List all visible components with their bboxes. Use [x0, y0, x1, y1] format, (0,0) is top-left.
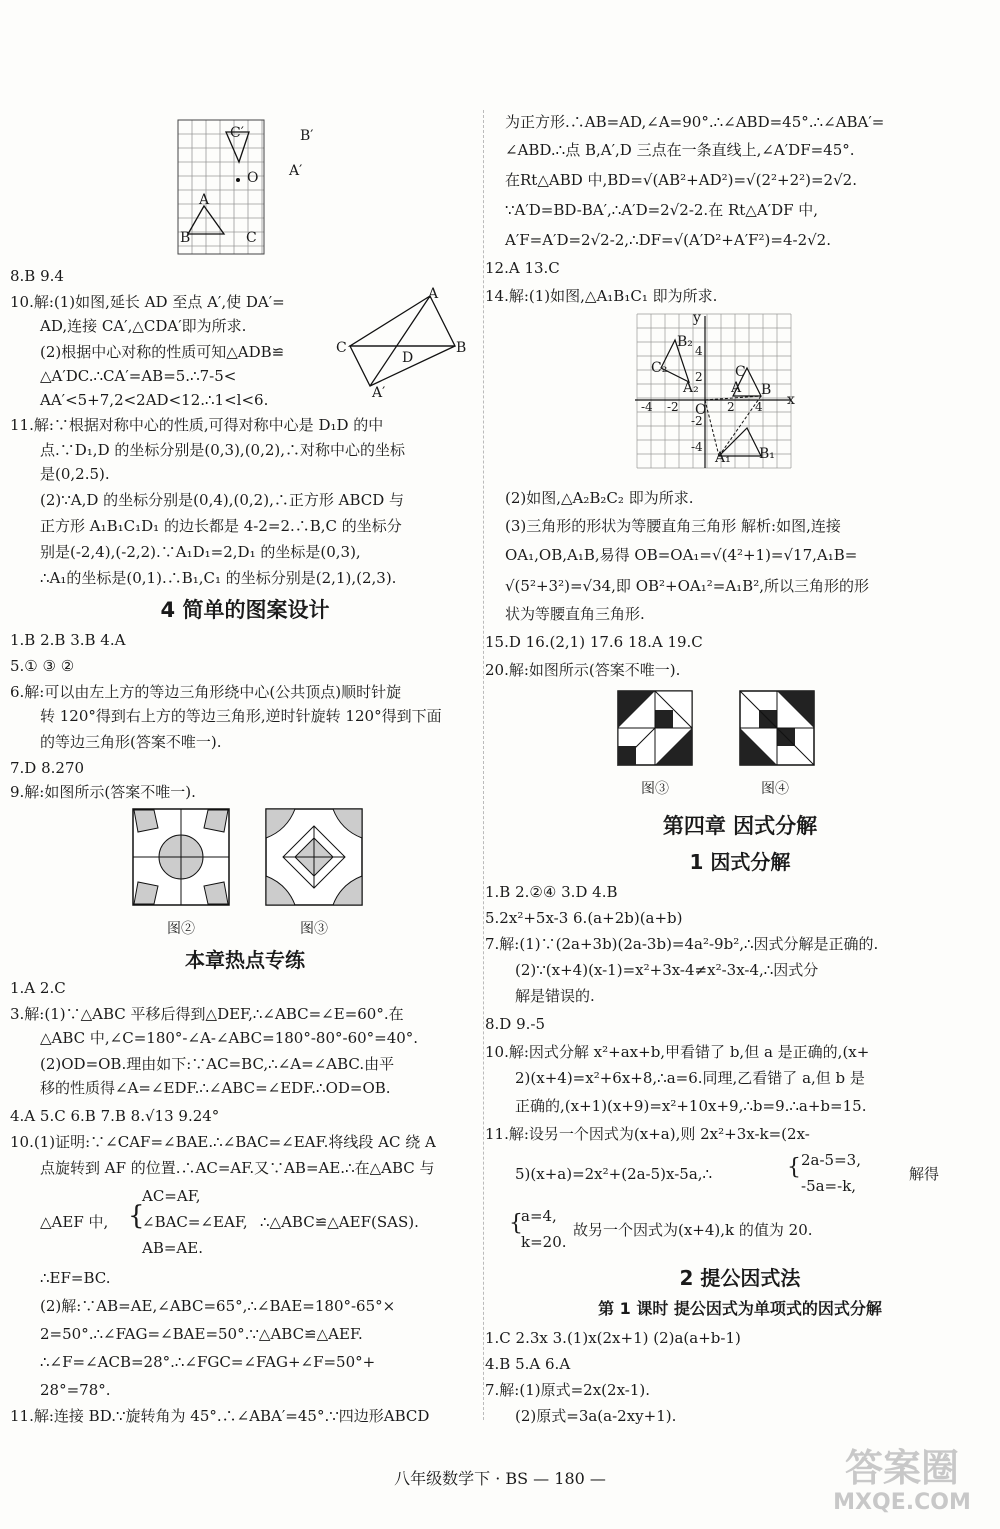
text-line: 4.B 5.A 6.A [485, 1355, 571, 1373]
text-line: 9.解:如图所示(答案不唯一). [10, 783, 196, 801]
label-c: C [246, 230, 257, 246]
lesson-title: 第 1 课时 提公因式为单项式的因式分解 [598, 1299, 882, 1318]
text-line: (2)∵A,D 的坐标分别是(0,4),(0,2),∴正方形 ABCD 与 [40, 491, 405, 509]
label-grid-a: A [731, 380, 742, 396]
brace: { [509, 1211, 523, 1236]
label-b-prime: B′ [300, 128, 314, 144]
text-line: 28°=78°. [40, 1381, 111, 1399]
system-suffix: 故另一个因式为(x+4),k 的值为 20. [573, 1221, 813, 1239]
text-line: 转 120°得到右上方的等边三角形,逆时针旋转 120°得到下面 [40, 707, 442, 725]
text-line: 11.解:连接 BD.∵旋转角为 45°.∴∠ABA′=45°.∵四边形ABCD [10, 1407, 430, 1425]
label-a2: A₂ [683, 380, 699, 396]
label-fig2-c: C [336, 340, 347, 356]
text-line: 2=50°.∴∠FAG=∠BAE=50°.∵△ABC≌△AEF. [40, 1325, 363, 1343]
text-line: (2)OD=OB.理由如下:∵AC=BC,∴∠A=∠ABC.由平 [40, 1055, 395, 1073]
text-line: 正确的,(x+1)(x+9)=x²+10x+9,∴b=9.∴a+b=15. [515, 1097, 867, 1115]
label-c2: C₂ [651, 360, 668, 376]
text-line: 8.D 9.-5 [485, 1015, 546, 1033]
text-line: 1.B 2.②④ 3.D 4.B [485, 883, 618, 901]
text-line: △ABC 中,∠C=180°-∠A-∠ABC=180°-80°-60°=40°. [40, 1029, 419, 1047]
text-line: 5)(x+a)=2x²+(2a-5)x-5a,∴ [515, 1165, 713, 1183]
label-c-prime: C′ [230, 125, 244, 141]
text-line: OA₁,OB,A₁B,易得 OB=OA₁=√(4²+1)=√17,A₁B= [505, 546, 858, 564]
hot-practice-title: 本章热点专练 [185, 948, 305, 972]
text-line: ∴EF=BC. [40, 1269, 111, 1287]
pattern-figure-4-right [739, 690, 815, 766]
text-line: ∠ABD.∴点 B,A′,D 三点在一条直线上,∠A′DF=45°. [505, 141, 855, 159]
label-a1: A₁ [715, 450, 731, 466]
tick-x-n4: -4 [641, 400, 653, 414]
label-b: B [180, 230, 191, 246]
system-eq: AB=AE. [142, 1239, 203, 1257]
text-line: ∴A₁的坐标是(0,1).∴B₁,C₁ 的坐标分别是(2,1),(2,3). [40, 569, 397, 587]
text-line: 11.解:∵根据对称中心的性质,可得对称中心是 D₁D 的中 [10, 416, 384, 434]
section-title: 4 简单的图案设计 [160, 598, 330, 622]
axis-label-x: x [787, 392, 795, 408]
text-line: 1.A 2.C [10, 979, 66, 997]
system-eq: a=4, [521, 1207, 557, 1225]
system-eq: 2a-5=3, [801, 1151, 861, 1169]
system-suffix: 解得 [909, 1165, 940, 1183]
text-line: (2)原式=3a(a-2xy+1). [515, 1407, 677, 1425]
label-fig2-b: B [456, 340, 467, 356]
section-title: 1 因式分解 [689, 850, 791, 874]
caption-fig-3: 图③ [300, 921, 328, 937]
text-line: 是(0,2.5). [40, 465, 110, 483]
text-line: 2)(x+4)=x²+6x+8,∴a=6.同理,乙看错了 a,但 b 是 [515, 1069, 865, 1087]
axis-label-y: y [693, 310, 701, 326]
section-title: 2 提公因式法 [679, 1266, 801, 1290]
text-line: 的等边三角形(答案不唯一). [40, 733, 222, 751]
text-line: 1.C 2.3x 3.(1)x(2x+1) (2)a(a+b-1) [485, 1329, 741, 1347]
watermark-line1: 答案圈 [844, 1446, 959, 1490]
brace: { [128, 1201, 145, 1231]
text-line: 1.B 2.B 3.B 4.A [10, 631, 126, 649]
column-divider [483, 110, 484, 1420]
chapter-title: 第四章 因式分解 [662, 814, 818, 838]
text-line: 10.(1)证明:∵∠CAF=∠BAE.∴∠BAC=∠EAF.将线段 AC 绕 A [10, 1133, 436, 1151]
text-line: (2)∵(x+4)(x-1)=x²+3x-4≠x²-3x-4,∴因式分 [515, 961, 819, 979]
text-line: 5.2x²+5x-3 6.(a+2b)(a+b) [485, 909, 683, 927]
label-b1: B₁ [759, 446, 775, 462]
tick-y-p2: 2 [695, 370, 703, 384]
caption-fig-3-right: 图③ [641, 781, 669, 797]
label-fig2-a: A [428, 286, 439, 302]
text-line: 解是错误的. [515, 987, 595, 1005]
tick-y-n4: -4 [691, 440, 703, 454]
label-a: A [199, 192, 210, 208]
right-column [485, 0, 975, 1480]
text-line: 15.D 16.(2,1) 17.6 18.A 19.C [485, 633, 703, 651]
central-symmetry-figure [340, 288, 460, 388]
text-line: 为正方形.∴AB=AD,∠A=90°.∴∠ABD=45°.∴∠ABA′= [505, 113, 885, 131]
text-line: (2)如图,△A₂B₂C₂ 即为所求. [505, 489, 694, 507]
label-fig2-d: D [402, 350, 414, 366]
text-line: ∵A′D=BD-BA′,∴A′D=2√2-2.在 Rt△A′DF 中, [505, 201, 819, 219]
text-line: △A′DC.∴CA′=AB=5.∴7-5< [40, 367, 237, 385]
text-line: 点.∵D₁,D 的坐标分别是(0,3),(0,2),∴对称中心的坐标 [40, 441, 406, 459]
text-line: 20.解:如图所示(答案不唯一). [485, 661, 681, 679]
system-eq: AC=AF, [142, 1187, 201, 1205]
label-a-prime: A′ [289, 163, 303, 179]
text-line: √(5²+3²)=√34,即 OB²+OA₁²=A₁B²,所以三角形的形 [505, 577, 869, 595]
caption-fig-4-right: 图④ [761, 781, 789, 797]
label-grid-b: B [761, 382, 772, 398]
text-line: 7.解:(1)原式=2x(2x-1). [485, 1381, 651, 1399]
text-line: 移的性质得∠A=∠EDF.∴∠ABC=∠EDF.∴OD=OB. [40, 1079, 391, 1097]
text-line: 点旋转到 AF 的位置.∴AC=AF.又∵AB=AE.∴在△ABC 与 [40, 1159, 435, 1177]
page-footer: 八年级数学下 · BS — 180 — [394, 1469, 606, 1488]
system-suffix: ∴△ABC≌△AEF(SAS). [260, 1213, 419, 1231]
label-grid-c: C [735, 364, 746, 380]
tick-x-p2: 2 [727, 400, 735, 414]
brace: { [787, 1155, 801, 1180]
pattern-figure-2 [132, 808, 230, 906]
caption-fig-2: 图② [167, 921, 195, 937]
text-line: AD,连接 CA′,△CDA′即为所求. [40, 317, 247, 335]
system-eq: ∠BAC=∠EAF, [142, 1213, 248, 1231]
tick-y-p4: 4 [695, 344, 703, 358]
label-fig2-a-prime: A′ [372, 385, 386, 401]
text-line: ∴∠F=∠ACB=28°.∴∠FGC=∠FAG+∠F=50°+ [40, 1353, 376, 1371]
text-line: 别是(-2,4),(-2,2).∵A₁D₁=2,D₁ 的坐标是(0,3), [40, 543, 361, 561]
text-line: 10.解:因式分解 x²+ax+b,甲看错了 b,但 a 是正确的,(x+ [485, 1043, 870, 1061]
tick-x-p4: 4 [755, 400, 763, 414]
text-line: 在Rt△ABD 中,BD=√(AB²+AD²)=√(2²+2²)=2√2. [505, 171, 857, 189]
text-line: 14.解:(1)如图,△A₁B₁C₁ 即为所求. [485, 287, 718, 305]
tick-x-n2: -2 [667, 400, 679, 414]
text-line: 8.B 9.4 [10, 267, 64, 285]
text-line: 7.D 8.270 [10, 759, 85, 777]
watermark [812, 1446, 992, 1526]
text-line: 正方形 A₁B₁C₁D₁ 的边长都是 4-2=2.∴B,C 的坐标分 [40, 517, 402, 535]
center-point-o [236, 178, 240, 182]
system-prefix: △AEF 中, [40, 1213, 109, 1231]
text-line: AA′<5+7,2<2AD<12.∴1<l<6. [40, 391, 269, 409]
system-eq: k=20. [521, 1233, 567, 1251]
text-line: 10.解:(1)如图,延长 AD 至点 A′,使 DA′= [10, 293, 285, 311]
text-line: (2)解:∵AB=AE,∠ABC=65°,∴∠BAE=180°-65°× [40, 1297, 396, 1315]
text-line: (2)根据中心对称的性质可知△ADB≌ [40, 343, 285, 361]
text-line: 4.A 5.C 6.B 7.B 8.√13 9.24° [10, 1107, 220, 1125]
system-eq: -5a=-k, [801, 1177, 857, 1195]
text-line: 6.解:可以由左上方的等边三角形绕中心(公共顶点)顺时针旋 [10, 683, 402, 701]
watermark-line2: MXQE.COM [833, 1490, 971, 1515]
text-line: 12.A 13.C [485, 259, 560, 277]
label-b2: B₂ [677, 334, 693, 350]
label-o: O [247, 170, 259, 186]
text-line: 3.解:(1)∵△ABC 平移后得到△DEF,∴∠ABC=∠E=60°.在 [10, 1005, 404, 1023]
label-origin: O [695, 402, 707, 418]
left-column [10, 0, 480, 1480]
text-line: 7.解:(1)∵(2a+3b)(2a-3b)=4a²-9b²,∴因式分解是正确的. [485, 935, 879, 953]
text-line: 11.解:设另一个因式为(x+a),则 2x²+3x-k=(2x- [485, 1125, 810, 1143]
pattern-figure-3-right [617, 690, 693, 766]
text-line: 5.① ③ ② [10, 657, 75, 675]
text-line: (3)三角形的形状为等腰直角三角形 解析:如图,连接 [505, 517, 841, 535]
pattern-figure-3 [265, 808, 363, 906]
tick-y-n2: -2 [691, 414, 703, 428]
text-line: 状为等腰直角三角形. [505, 605, 645, 623]
text-line: A′F=A′D=2√2-2,∴DF=√(A′D²+A′F²)=4-2√2. [505, 231, 831, 249]
